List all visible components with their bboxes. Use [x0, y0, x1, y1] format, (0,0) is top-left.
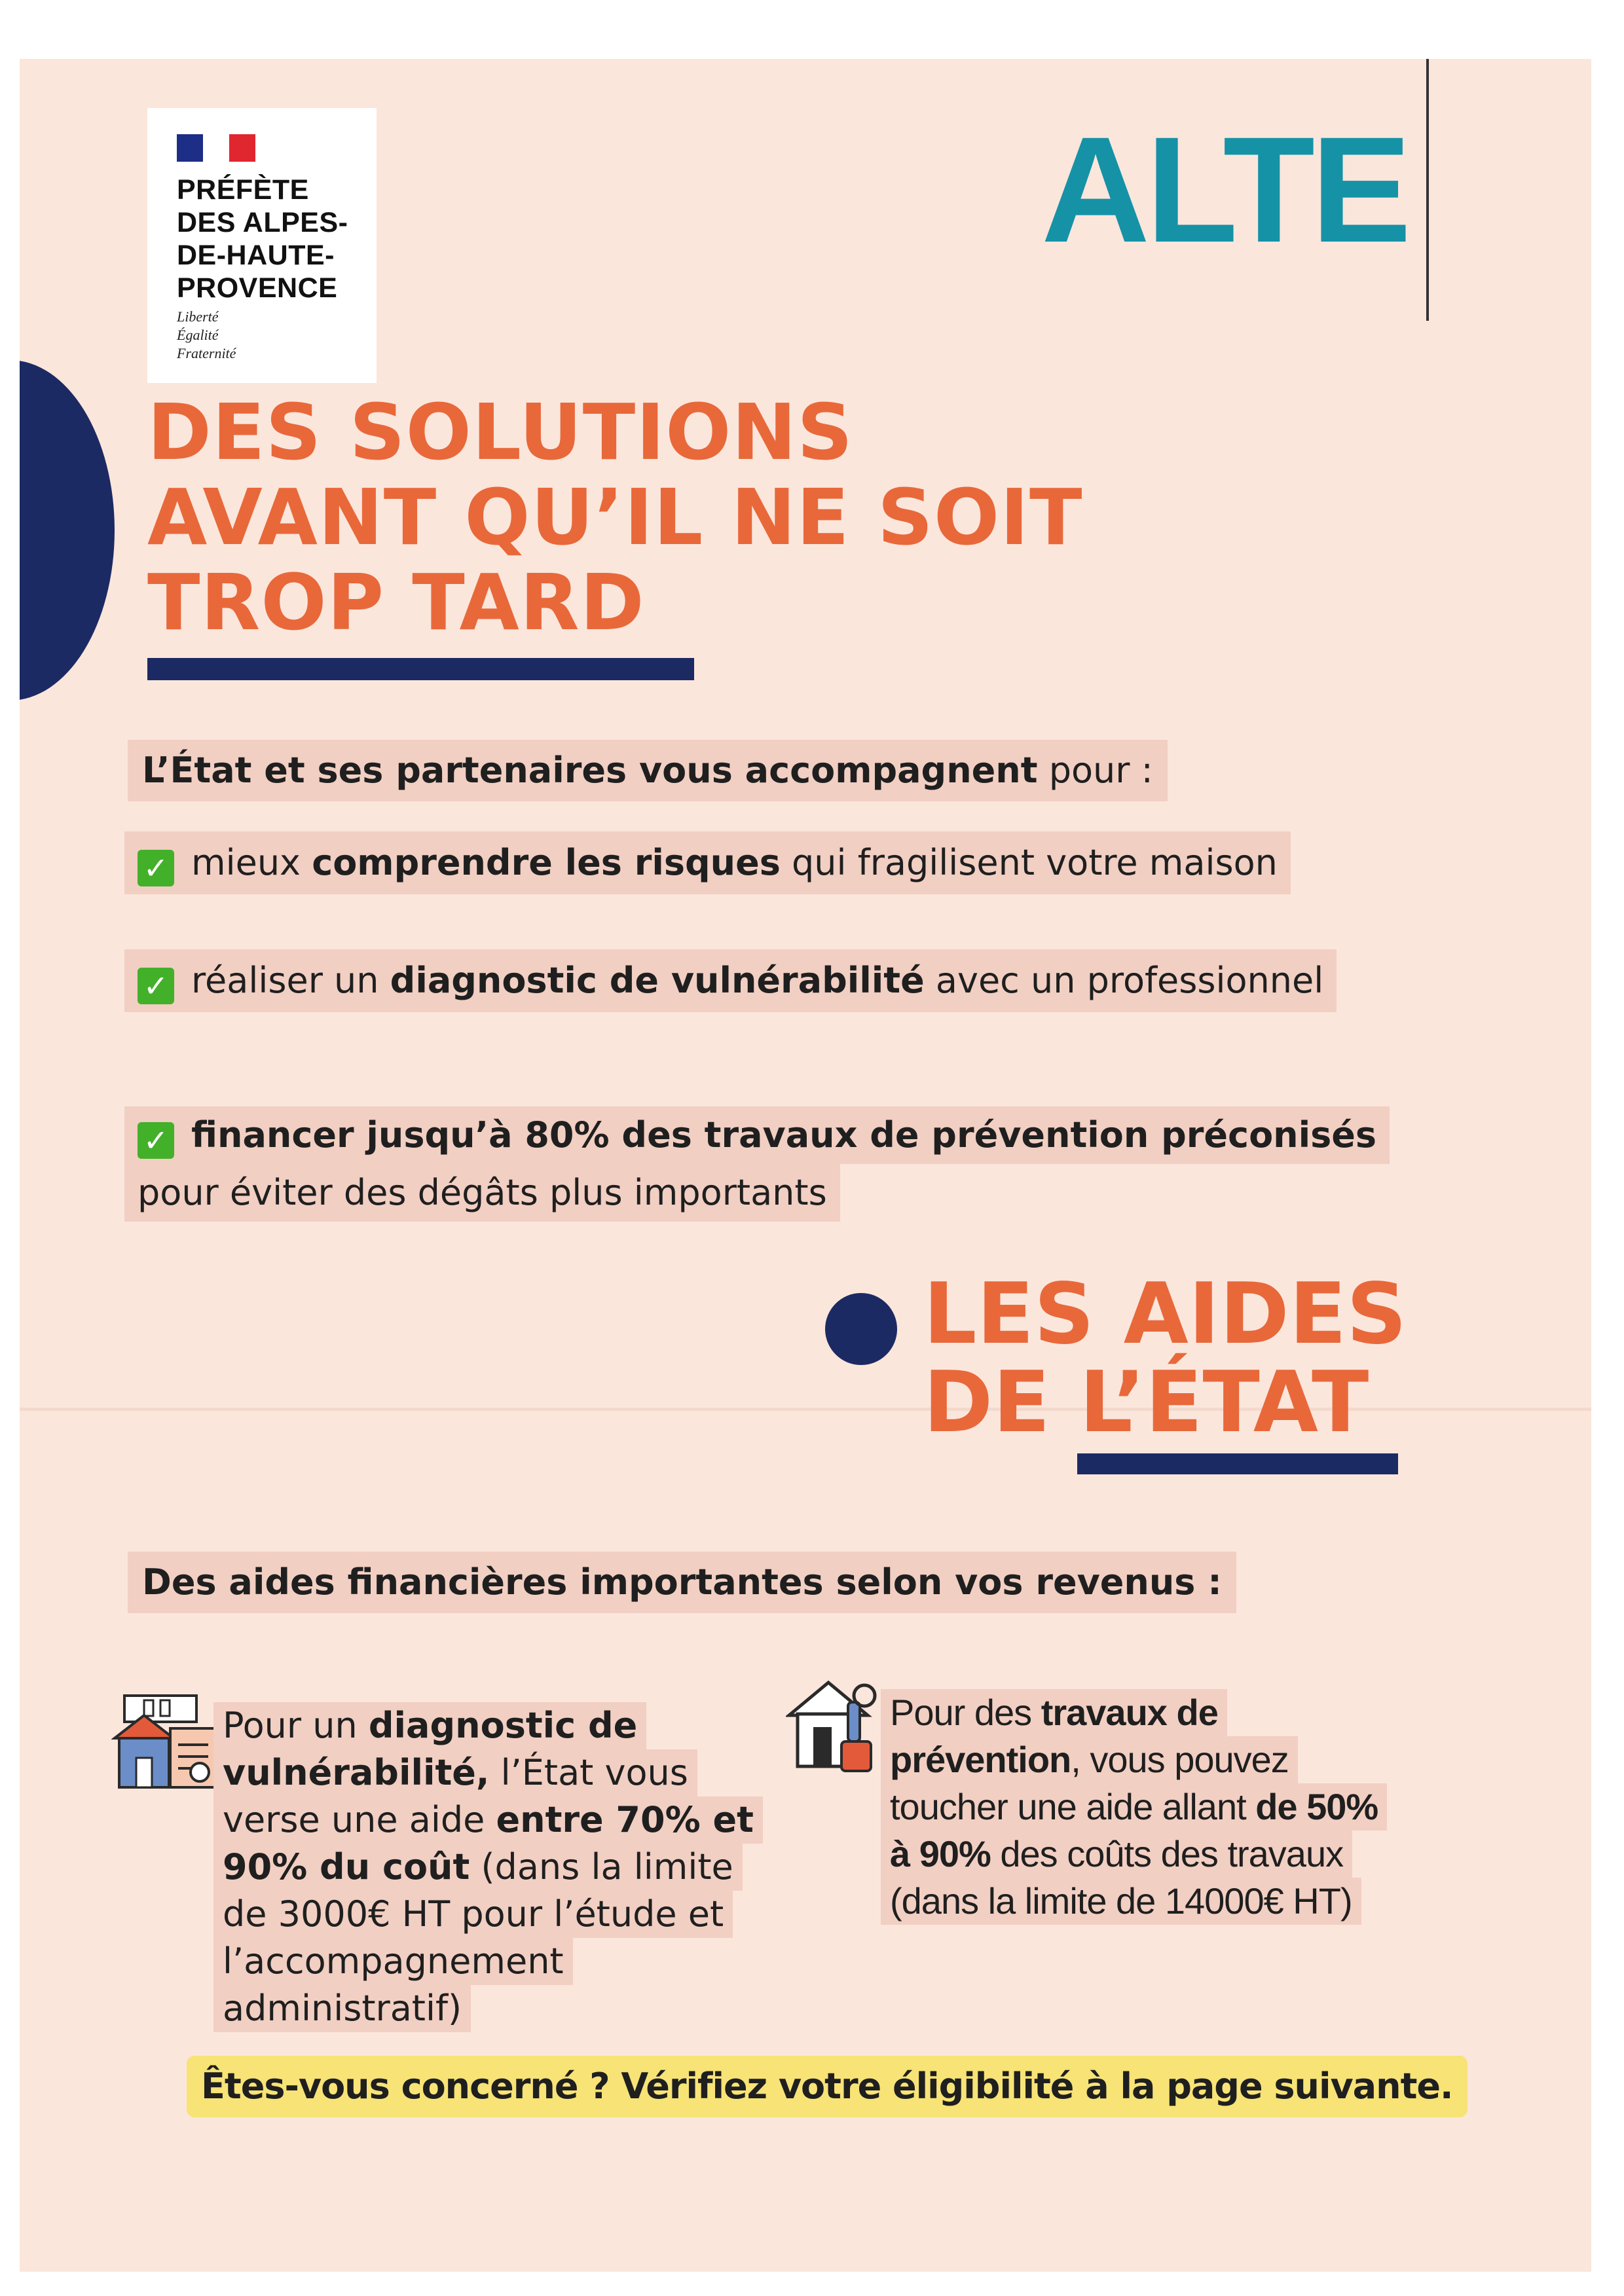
house-diagnostic-icon: [111, 1692, 219, 1791]
benefit-item: ✓ financer jusqu’à 80% des travaux de prévention préconisés pour éviter des dégâts plus importants: [124, 1106, 1390, 1222]
aids-subtitle: Des aides financières importantes selon vos revenus :: [128, 1552, 1236, 1613]
page-title: DES SOLUTIONS AVANT QU’IL NE SOIT TROP TARD: [147, 387, 1083, 647]
house-repair-icon: [786, 1676, 884, 1774]
aid-diagnostic-text: Pour un diagnostic de vulnérabilité, l’État vous verse une aide entre 70% et 90% du coût (dans la limite de 3000€ HT pour l’étude et l’accompagnement administratif): [213, 1702, 763, 2032]
french-flag-icon: [177, 134, 255, 162]
eligibility-callout: Êtes-vous concerné ? Vérifiez votre éligibilité à la page suivante.: [187, 2056, 1467, 2117]
prefecture-logo: [147, 108, 377, 383]
alte-logo: ALTE: [1041, 105, 1408, 274]
check-icon: ✓: [138, 850, 174, 886]
flyer-page: [20, 59, 1591, 2272]
section-bullet: [825, 1293, 897, 1365]
title-underline: [147, 658, 694, 680]
intro-text: L’État et ses partenaires vous accompagnent pour :: [128, 740, 1168, 801]
benefit-item: ✓ mieux comprendre les risques qui fragilisent votre maison: [124, 831, 1291, 894]
decorative-half-circle: [20, 360, 115, 701]
check-icon: ✓: [138, 1122, 174, 1159]
vertical-divider: [1426, 59, 1429, 321]
check-icon: ✓: [138, 968, 174, 1004]
aid-works-text: Pour des travaux de prévention, vous pouvez toucher une aide allant de 50% à 90% des coûts des travaux (dans la limite de 14000€ HT): [881, 1689, 1387, 1925]
benefit-item: ✓ réaliser un diagnostic de vulnérabilité avec un professionnel: [124, 949, 1337, 1012]
prefecture-name: PRÉFÈTE DES ALPES- DE-HAUTE- PROVENCE: [177, 174, 348, 304]
aids-title-underline: [1077, 1453, 1398, 1474]
republic-motto: Liberté Égalité Fraternité: [177, 308, 236, 361]
aids-title: LES AIDES DE L’ÉTAT: [923, 1266, 1407, 1451]
